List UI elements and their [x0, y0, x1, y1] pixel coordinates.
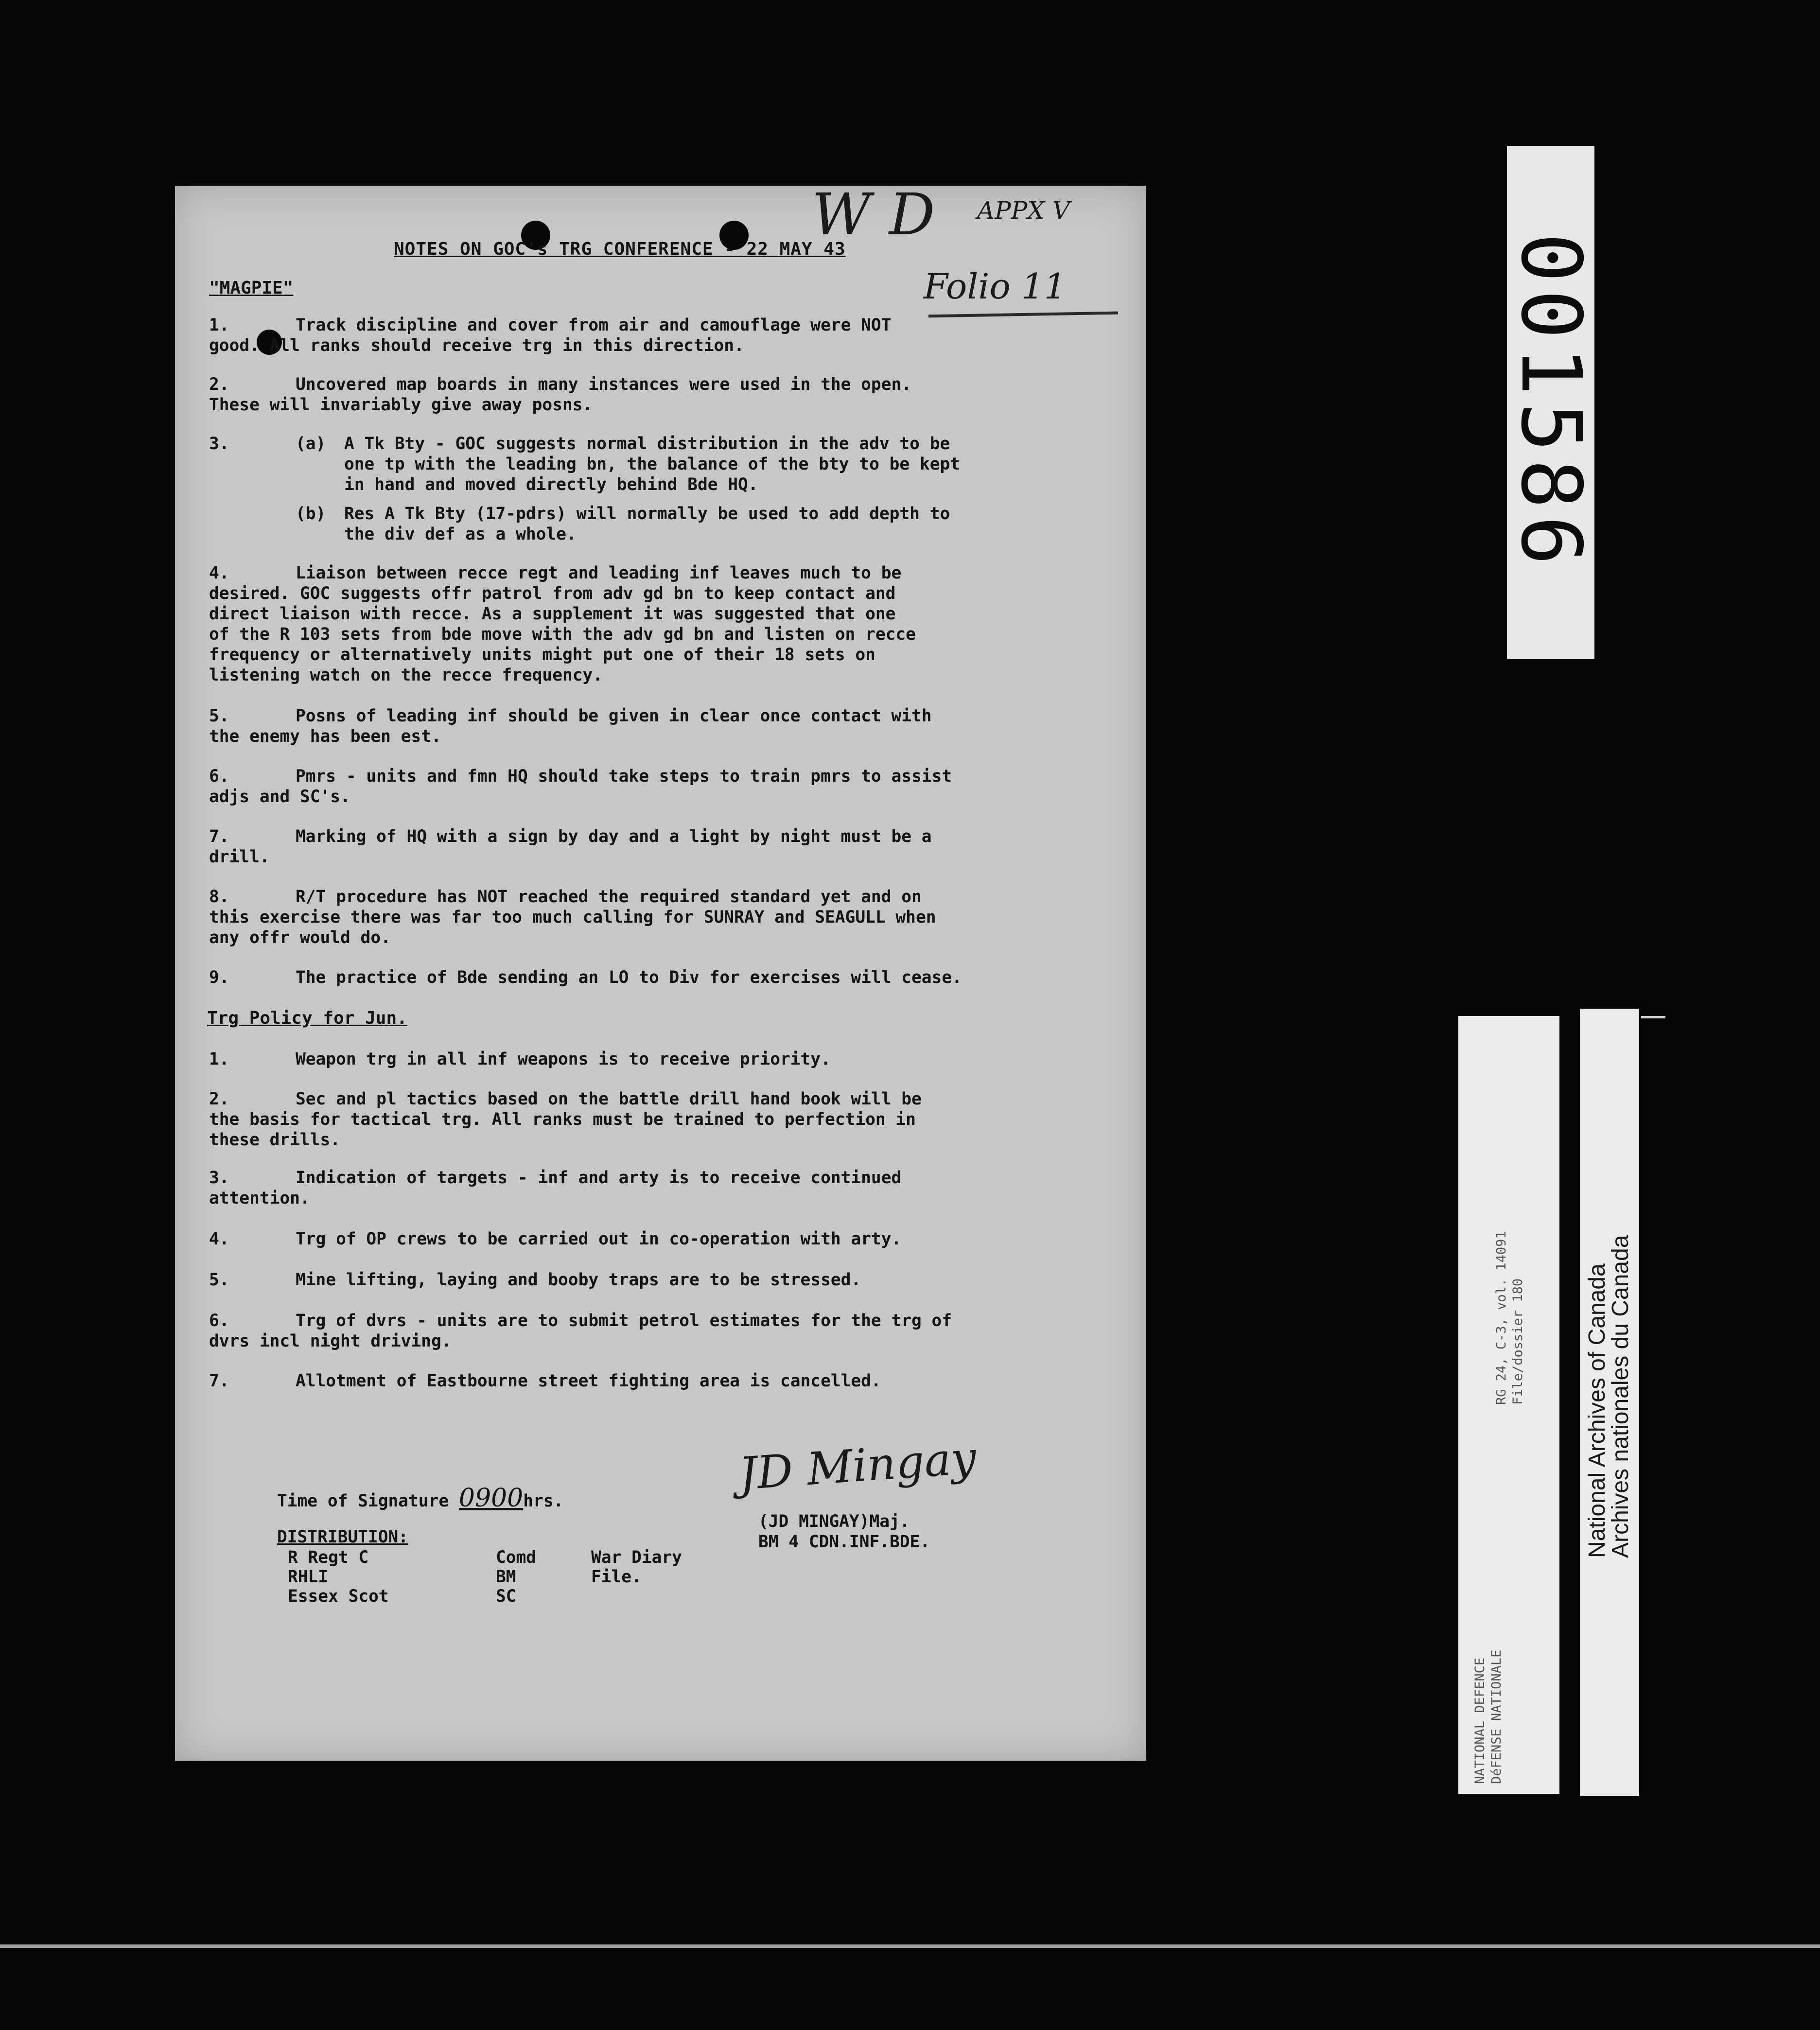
paragraph-line: These will invariably give away posns.: [209, 395, 593, 415]
paragraph-line: Posns of leading inf should be given in clear once contact with: [296, 706, 932, 726]
paragraph-line: Weapon trg in all inf weapons is to receive priority.: [296, 1050, 831, 1069]
sub-number: (a): [296, 434, 326, 454]
card-edge-mark: [1641, 1016, 1665, 1018]
paragraph-line: any offr would do.: [209, 928, 391, 947]
paragraph-8: [209, 887, 1099, 948]
paragraph-line: Uncovered map boards in many instances were used in the open.: [296, 375, 912, 394]
paragraph-line: these drills.: [209, 1130, 341, 1150]
distribution-entry: RHLI: [288, 1567, 329, 1587]
signatory-unit: BM 4 CDN.INF.BDE.: [758, 1532, 930, 1552]
policy-item-1: [209, 1049, 1099, 1069]
paragraph-number: 6.: [209, 1311, 229, 1330]
paragraph-line: Res A Tk Bty (17-pdrs) will normally be used to add depth to: [344, 504, 950, 524]
paragraph-line: of the R 103 sets from bde move with the adv gd bn and listen on recce: [209, 625, 916, 644]
policy-item-3: [209, 1168, 1099, 1208]
paragraph-number: 4.: [209, 1229, 229, 1249]
paragraph-number: 7.: [209, 1371, 229, 1391]
sub-number: (b): [296, 504, 326, 524]
policy-item-2: [209, 1089, 1099, 1150]
film-edge-line: [0, 1944, 1820, 1948]
paragraph-number: 9.: [209, 968, 229, 987]
paragraph-number: 3.: [209, 1168, 229, 1188]
reference-card: [1458, 1016, 1559, 1794]
paragraph-3b: [296, 504, 1098, 544]
handwritten-folio: Folio 11: [924, 266, 1067, 307]
paragraph-7: [209, 826, 1099, 867]
paragraph-line: Indication of targets - inf and arty is to receive continued: [296, 1168, 902, 1188]
time-of-signature-value: 0900: [458, 1484, 524, 1513]
paragraph-number: 6.: [209, 767, 229, 786]
paragraph-4: [209, 563, 1099, 685]
distribution-entry: War Diary: [591, 1548, 682, 1567]
paragraph-number: 7.: [209, 827, 229, 846]
paragraph-line: desired. GOC suggests offr patrol from adv gd bn to keep contact and: [209, 584, 896, 603]
document-page: [175, 186, 1146, 1761]
paragraph-line: Trg of dvrs - units are to submit petrol estimates for the trg of: [296, 1311, 952, 1330]
time-of-signature: [277, 1484, 563, 1513]
paragraph-line: direct liaison with recce. As a supplement it was suggested that one: [209, 604, 896, 624]
paragraph-line: adjs and SC's.: [209, 787, 350, 806]
distribution-entry: Comd: [496, 1548, 537, 1567]
paragraph-line: Track discipline and cover from air and camouflage were NOT: [296, 315, 892, 335]
distribution-column-staff: [496, 1548, 536, 1606]
paragraph-line: Liaison between recce regt and leading inf leaves much to be: [296, 563, 902, 583]
paragraph-number: 4.: [209, 563, 229, 583]
paragraph-number: 1.: [209, 315, 229, 335]
reference-line: File/dossier 180: [1510, 1278, 1525, 1405]
distribution-entry: File.: [591, 1567, 642, 1587]
paragraph-number: 5.: [209, 706, 229, 726]
policy-item-6: [209, 1311, 1099, 1351]
time-of-signature-label: Time of Signature: [277, 1491, 449, 1511]
paragraph-line: in hand and moved directly behind Bde HQ.: [344, 475, 758, 494]
paragraph-line: the div def as a whole.: [344, 525, 577, 544]
paragraph-line: dvrs incl night driving.: [209, 1331, 452, 1351]
paragraph-line: drill.: [209, 847, 270, 867]
paragraph-number: 5.: [209, 1270, 229, 1290]
paragraph-line: one tp with the leading bn, the balance of the bty to be kept: [344, 455, 961, 474]
distribution-entry: BM: [496, 1567, 516, 1587]
handwritten-wd: W D: [812, 186, 935, 248]
policy-item-5: [209, 1270, 1099, 1290]
handwritten-appx: APPX V: [977, 196, 1070, 225]
signature-block: [710, 1432, 1050, 1566]
paragraph-2: [209, 374, 1099, 415]
distribution-entry: Essex Scot: [288, 1587, 389, 1606]
paragraph-number: 8.: [209, 887, 229, 907]
distribution-column-units: [288, 1548, 389, 1606]
signature-scrawl: JD Mingay: [737, 1432, 978, 1500]
paragraph-line: attention.: [209, 1189, 310, 1208]
archive-card: [1580, 1009, 1639, 1796]
paragraph-line: the enemy has been est.: [209, 727, 441, 746]
policy-item-4: [209, 1229, 1099, 1249]
reference-line: DéFENSE NATIONALE: [1489, 1649, 1504, 1784]
paragraph-line: The practice of Bde sending an LO to Div for exercises will cease.: [296, 968, 962, 987]
paragraph-line: this exercise there was far too much calling for SUNRAY and SEAGULL when: [209, 908, 936, 927]
paragraph-line: good. All ranks should receive trg in this direction.: [209, 336, 744, 355]
reference-text-top: [1493, 1231, 1526, 1405]
paragraph-line: Pmrs - units and fmn HQ should take steps to train pmrs to assist: [296, 767, 952, 786]
reference-line: RG 24, C-3, vol. 14091: [1494, 1231, 1509, 1405]
paragraph-line: listening watch on the recce frequency.: [209, 665, 603, 685]
paragraph-number: 2.: [209, 375, 229, 394]
archive-name-french: Archives nationales du Canada: [1608, 1235, 1633, 1558]
time-of-signature-suffix: hrs.: [523, 1491, 564, 1511]
paragraph-line: Allotment of Eastbourne street fighting area is cancelled.: [296, 1371, 881, 1391]
paragraph-number: 1.: [209, 1050, 229, 1069]
paragraph-line: Mine lifting, laying and booby traps are to be stressed.: [296, 1270, 861, 1290]
reference-text-bottom: [1472, 1650, 1505, 1784]
distribution-entry: SC: [496, 1587, 516, 1606]
reference-line: NATIONAL DEFENCE: [1472, 1657, 1488, 1784]
policy-item-7: [209, 1371, 1099, 1391]
distribution-column-records: [591, 1548, 682, 1587]
archive-name-english: National Archives of Canada: [1584, 1263, 1610, 1558]
paragraph-number: 3.: [209, 434, 229, 454]
paragraph-line: A Tk Bty - GOC suggests normal distribution in the adv to be: [344, 434, 950, 454]
document-title: NOTES ON GOC's TRG CONFERENCE - 22 MAY 43: [394, 239, 846, 259]
distribution-heading: DISTRIBUTION:: [277, 1527, 409, 1547]
signatory-name: (JD MINGAY)Maj.: [758, 1512, 910, 1531]
paragraph-6: [209, 766, 1099, 807]
paragraph-line: the basis for tactical trg. All ranks must be trained to perfection in: [209, 1110, 916, 1129]
paragraph-1: [209, 315, 1099, 356]
distribution-entry: R Regt C: [288, 1548, 369, 1567]
frame-number-stamp: [1503, 146, 1599, 659]
paragraph-9: [209, 967, 1099, 988]
paragraph-line: Sec and pl tactics based on the battle drill hand book will be: [296, 1089, 922, 1109]
paragraph-line: Trg of OP crews to be carried out in co-operation with arty.: [296, 1229, 902, 1249]
frame-number: 001586: [1503, 232, 1599, 573]
paragraph-number: 2.: [209, 1089, 229, 1109]
section-heading-magpie: "MAGPIE": [209, 278, 294, 298]
paragraph-3a: [296, 434, 1098, 495]
paragraph-line: R/T procedure has NOT reached the required standard yet and on: [296, 887, 922, 907]
section-heading-trg-policy: Trg Policy for Jun.: [207, 1008, 407, 1028]
paragraph-5: [209, 706, 1099, 747]
paragraph-line: frequency or alternatively units might put one of their 18 sets on: [209, 645, 875, 665]
archive-name: [1586, 1235, 1632, 1558]
paragraph-line: Marking of HQ with a sign by day and a light by night must be a: [296, 827, 932, 846]
